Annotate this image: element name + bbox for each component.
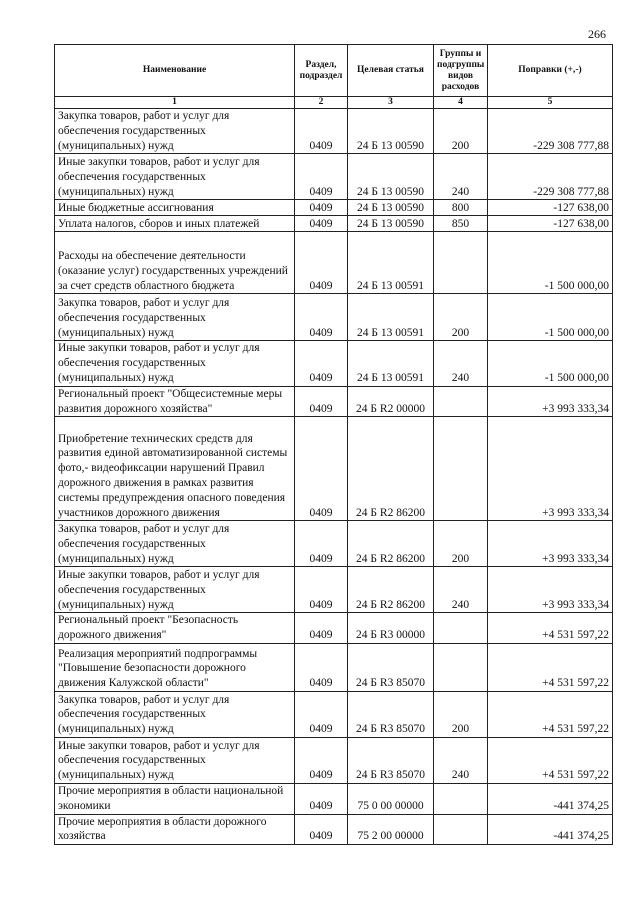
row-article: 24 Б R3 00000 [348, 613, 434, 644]
row-name: Прочие мероприятия в области национальной экономики [55, 783, 295, 814]
row-name: Расходы на обеспечение деятельности (оказание услуг) государственных учреждений за счет средств областного бюджета [55, 232, 295, 294]
row-amount: -441 374,25 [488, 814, 613, 845]
row-section: 0409 [295, 613, 348, 644]
page-number: 266 [588, 27, 606, 41]
column-header-article: Целевая статья [348, 45, 434, 97]
row-group: 800 [434, 200, 488, 216]
row-section: 0409 [295, 521, 348, 567]
row-article: 24 Б R3 85070 [348, 737, 434, 783]
row-article: 24 Б R3 85070 [348, 691, 434, 737]
row-amount: -229 308 777,88 [488, 109, 613, 154]
row-name: Реализация мероприятий подпрограммы "Повышение безопасности дорожного движения Калужской области" [55, 643, 295, 691]
row-section: 0409 [295, 737, 348, 783]
row-amount: -127 638,00 [488, 216, 613, 232]
column-index: 3 [348, 97, 434, 109]
row-group: 200 [434, 521, 488, 567]
row-name: Уплата налогов, сборов и иных платежей [55, 216, 295, 232]
table-row [55, 109, 613, 154]
row-amount: +3 993 333,34 [488, 521, 613, 567]
row-amount: -1 500 000,00 [488, 294, 613, 341]
table-row [55, 737, 613, 783]
column-header-name: Наименование [55, 45, 295, 97]
row-article: 24 Б 13 00590 [348, 200, 434, 216]
row-section: 0409 [295, 294, 348, 341]
row-name: Закупка товаров, работ и услуг для обеспечения государственных (муниципальных) нужд [55, 691, 295, 737]
column-header-amount: Поправки (+,-) [488, 45, 613, 97]
table-row [55, 691, 613, 737]
row-group [434, 613, 488, 644]
row-name: Иные закупки товаров, работ и услуг для обеспечения государственных (муниципальных) нужд [55, 154, 295, 200]
column-index: 4 [434, 97, 488, 109]
row-group [434, 814, 488, 845]
table-row [55, 814, 613, 845]
table-row [55, 154, 613, 200]
row-group: 240 [434, 567, 488, 613]
row-group: 240 [434, 737, 488, 783]
row-amount: -127 638,00 [488, 200, 613, 216]
row-section: 0409 [295, 341, 348, 386]
row-section: 0409 [295, 200, 348, 216]
row-section: 0409 [295, 216, 348, 232]
row-article: 24 Б R3 85070 [348, 643, 434, 691]
row-amount: -1 500 000,00 [488, 232, 613, 294]
row-name: Приобретение технических средств для развития единой автоматизированной системы фото,- видеофиксации нарушений Правил дорожного движения в рамках развития системы предупреждения опасного поведения участников дорожного движения [55, 417, 295, 521]
row-group [434, 643, 488, 691]
table-row [55, 341, 613, 386]
table-row [55, 200, 613, 216]
table-row [55, 417, 613, 521]
row-name: Закупка товаров, работ и услуг для обеспечения государственных (муниципальных) нужд [55, 109, 295, 154]
row-section: 0409 [295, 567, 348, 613]
row-amount: +4 531 597,22 [488, 737, 613, 783]
row-article: 24 Б 13 00591 [348, 341, 434, 386]
row-article: 24 Б 13 00591 [348, 232, 434, 294]
row-group: 240 [434, 154, 488, 200]
row-article: 24 Б R2 86200 [348, 417, 434, 521]
row-group: 200 [434, 109, 488, 154]
row-section: 0409 [295, 643, 348, 691]
row-name: Иные закупки товаров, работ и услуг для обеспечения государственных (муниципальных) нужд [55, 737, 295, 783]
table-row [55, 386, 613, 417]
row-group: 200 [434, 691, 488, 737]
row-article: 24 Б R2 86200 [348, 567, 434, 613]
row-amount: +4 531 597,22 [488, 691, 613, 737]
row-amount: -229 308 777,88 [488, 154, 613, 200]
row-amount: -1 500 000,00 [488, 341, 613, 386]
table-row [55, 567, 613, 613]
row-section: 0409 [295, 417, 348, 521]
table-row [55, 216, 613, 232]
table-row [55, 783, 613, 814]
row-name: Иные закупки товаров, работ и услуг для обеспечения государственных (муниципальных) нужд [55, 567, 295, 613]
row-group [434, 783, 488, 814]
row-group: 850 [434, 216, 488, 232]
row-section: 0409 [295, 232, 348, 294]
row-name: Региональный проект "Безопасность дорожного движения" [55, 613, 295, 644]
row-name: Прочие мероприятия в области дорожного хозяйства [55, 814, 295, 845]
budget-table [54, 44, 613, 845]
row-group [434, 232, 488, 294]
row-article: 24 Б 13 00590 [348, 216, 434, 232]
table-row [55, 294, 613, 341]
column-index: 1 [55, 97, 295, 109]
table-row [55, 232, 613, 294]
row-amount: -441 374,25 [488, 783, 613, 814]
row-section: 0409 [295, 814, 348, 845]
row-section: 0409 [295, 109, 348, 154]
row-amount: +3 993 333,34 [488, 417, 613, 521]
row-section: 0409 [295, 783, 348, 814]
row-group: 240 [434, 341, 488, 386]
row-amount: +3 993 333,34 [488, 386, 613, 417]
row-group [434, 417, 488, 521]
row-article: 24 Б R2 86200 [348, 521, 434, 567]
column-index-row [55, 97, 613, 109]
row-group [434, 386, 488, 417]
row-name: Закупка товаров, работ и услуг для обеспечения государственных (муниципальных) нужд [55, 521, 295, 567]
row-amount: +4 531 597,22 [488, 613, 613, 644]
row-article: 24 Б 13 00590 [348, 109, 434, 154]
table-row [55, 613, 613, 644]
row-name: Иные бюджетные ассигнования [55, 200, 295, 216]
row-article: 24 Б R2 00000 [348, 386, 434, 417]
column-header-section: Раздел, подраздел [295, 45, 348, 97]
row-section: 0409 [295, 386, 348, 417]
table-row [55, 643, 613, 691]
header-row [55, 45, 613, 97]
row-amount: +3 993 333,34 [488, 567, 613, 613]
row-name: Закупка товаров, работ и услуг для обеспечения государственных (муниципальных) нужд [55, 294, 295, 341]
column-index: 2 [295, 97, 348, 109]
row-section: 0409 [295, 691, 348, 737]
row-article: 24 Б 13 00590 [348, 154, 434, 200]
row-name: Региональный проект "Общесистемные меры развития дорожного хозяйства" [55, 386, 295, 417]
row-article: 24 Б 13 00591 [348, 294, 434, 341]
row-group: 200 [434, 294, 488, 341]
row-section: 0409 [295, 154, 348, 200]
row-amount: +4 531 597,22 [488, 643, 613, 691]
column-header-group: Группы и подгруппы видов расходов [434, 45, 488, 97]
table-row [55, 521, 613, 567]
row-name: Иные закупки товаров, работ и услуг для обеспечения государственных (муниципальных) нужд [55, 341, 295, 386]
column-index: 5 [488, 97, 613, 109]
row-article: 75 0 00 00000 [348, 783, 434, 814]
row-article: 75 2 00 00000 [348, 814, 434, 845]
